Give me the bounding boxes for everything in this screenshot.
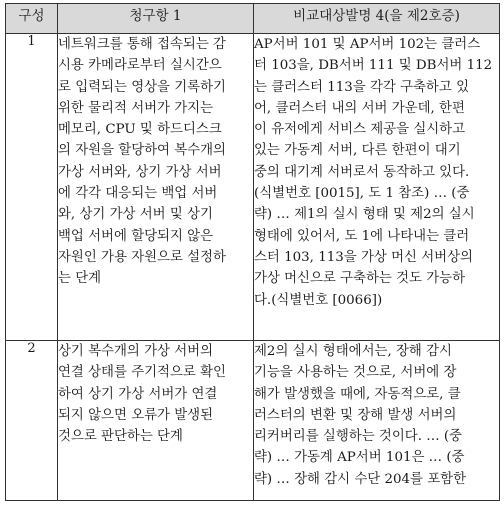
text-line: 어, 클러스터 내의 서버 가운데, 한편: [254, 100, 465, 116]
text-line: 메모리, CPU 및 하드디스크: [58, 122, 222, 138]
text-line: 하여 상기 가상 서버가 연결: [58, 386, 218, 402]
text-line: 형태에 있어서, 도 1에 나타내는 클러: [254, 228, 470, 244]
text-line: 략) … 제1의 실시 형태 및 제2의 실시: [254, 207, 475, 223]
comparison-table: [5, 3, 500, 501]
text-line: 시용 카메라로부터 실시간으: [58, 58, 222, 74]
text-line: 위한 물리적 서버가 가지는: [58, 100, 214, 116]
text-line: 략) … 장해 감시 수단 204를 포함한: [254, 471, 467, 487]
table-row: [6, 34, 500, 341]
text-line: 는 클러스터 113을 각각 구축하고 있: [254, 79, 469, 95]
claim-text-cell: [58, 34, 254, 341]
text-line: 이 유저에게 서비스 제공을 실시하고: [254, 122, 466, 138]
text-line: 략) … 가동계 AP서버 101은 … (중: [254, 450, 465, 466]
reference-text-cell: [254, 341, 500, 501]
text-line: 다.(식별번호 [0066]): [254, 292, 383, 308]
text-line: 와, 상기 가상 서버 및 상기: [58, 207, 213, 223]
text-line: 터 103을, DB서버 111 및 DB서버 112: [254, 58, 493, 74]
column-header-component: 구성: [6, 4, 58, 34]
text-line: 네트워크를 통해 접속되는 감: [58, 37, 226, 52]
text-line: 상기 복수개의 가상 서버의: [58, 344, 214, 359]
text-line: 백업 서버에 할당되지 않은: [58, 228, 214, 244]
row-number: 1: [6, 34, 58, 341]
text-line: 스터 103, 113을 가상 머신 서버상의: [254, 249, 473, 265]
text-line: 되지 않으면 오류가 발생된: [58, 407, 214, 423]
text-line: 가상 머신으로 구축하는 것도 가능하: [254, 271, 466, 287]
text-line: 로 입력되는 영상을 기록하기: [58, 79, 226, 95]
text-line: 연결 상태를 주기적으로 확인: [58, 365, 226, 381]
text-line: 있는 가동계 서버, 다른 한편이 대기: [254, 143, 461, 159]
text-line: 에 각각 대응되는 백업 서버: [58, 186, 218, 202]
table-row: [6, 341, 500, 501]
column-header-reference: 비교대상발명 4(을 제2호증): [254, 4, 500, 34]
row-number: 2: [6, 341, 58, 501]
text-line: (식별번호 [0015], 도 1 참조) … (중: [254, 186, 470, 202]
text-line: 자원인 가용 자원으로 설정하: [58, 249, 226, 265]
text-line: AP서버 101 및 AP서버 102는 클러스: [254, 37, 481, 52]
text-line: 기능을 사용하는 것으로, 서버에 장: [254, 365, 457, 381]
text-line: 가상 서버와, 상기 가상 서버: [58, 164, 222, 180]
claim-text-cell: [58, 341, 254, 501]
text-line: 는 단계: [58, 271, 102, 287]
text-line: 의 자원을 할당하여 복수개의: [58, 143, 226, 159]
text-line: 중의 대기계 서버로서 동작하고 있다.: [254, 164, 470, 180]
text-line: 리커버리를 실행하는 것이다. … (중: [254, 429, 463, 445]
text-line: 러스터의 변환 및 장해 발생 서버의: [254, 407, 457, 423]
text-line: 제2의 실시 형태에서는, 장해 감시: [254, 344, 452, 359]
text-line: 해가 발생했을 때에, 자동적으로, 클: [254, 386, 461, 402]
column-header-claim: 청구항 1: [58, 4, 254, 34]
text-line: 것으로 판단하는 단계: [58, 429, 183, 445]
table-header-row: [6, 4, 500, 34]
reference-text-cell: [254, 34, 500, 341]
